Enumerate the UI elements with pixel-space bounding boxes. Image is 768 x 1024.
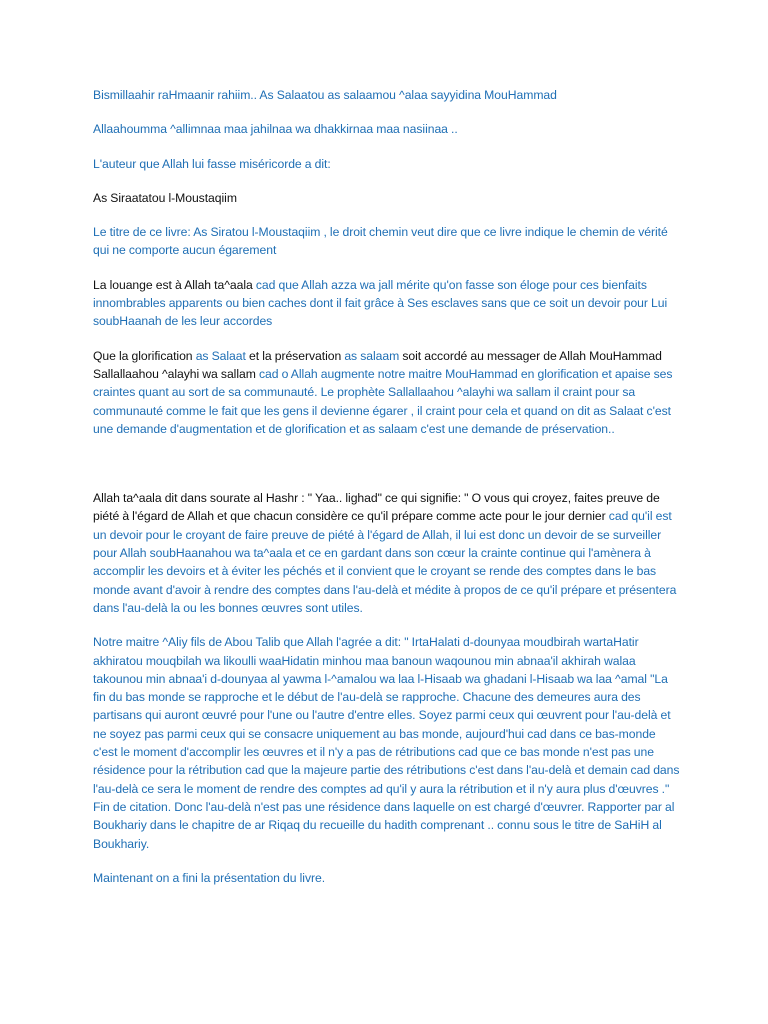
text-run: cad qu'il est un devoir pour le croyant de faire preuve de piété à l'égard de Allah, il lui est donc un devoir de se surveiller pour Allah soubHaanahou wa ta^aala et ce en gardant dans son cœur la crainte continue qui l'amènera à accomplir les devoirs et à éviter les péchés et il convient que le croyant se rende des comptes dans le bas monde avant d'avoir à rendre des comptes dans l'au-delà et médite à propos de ce qu'il prépare et présentera dans l'au-delà la ou les bonnes œuvres sont utiles. <box>93 509 677 615</box>
paragraph-spacer <box>93 454 683 489</box>
paragraph-louange <box>93 276 683 331</box>
text-run: Maintenant on a fini la présentation du livre. <box>93 870 326 885</box>
text-run: As Siraatatou l-Moustaqiim <box>93 190 237 205</box>
document-page <box>93 86 683 903</box>
text-run: et la préservation <box>245 348 345 363</box>
text-run: Que la glorification <box>93 348 196 363</box>
paragraph-aliy <box>93 633 683 853</box>
paragraph-hashr <box>93 489 683 617</box>
text-run: Bismillaahir raHmaanir rahiim.. As Salaatou as salaamou ^alaa sayyidina MouHammad <box>93 88 557 102</box>
text-run: L'auteur que Allah lui fasse miséricorde a dit: <box>93 156 331 171</box>
text-run: soit accordé au messager de Allah MouHammad Sallallaahou ^alayhi wa sallam <box>93 348 662 381</box>
paragraph-auteur <box>93 155 683 173</box>
paragraph-glorification <box>93 347 683 438</box>
text-run: as Salaat <box>195 348 246 363</box>
text-run: Allah ta^aala dit dans sourate al Hashr : " Yaa.. lighad" ce qui signifie: " O vous qui croyez, faites preuve de piété à l'égard de Allah et que chacun considère ce qu'il prépare comme acte pour le jour dernier <box>93 491 660 524</box>
text-run: La louange est à Allah ta^aala <box>93 277 256 292</box>
paragraph-allaahoumma <box>93 120 683 138</box>
text-run: Le titre de ce livre: As Siratou l-Moustaqiim , le droit chemin veut dire que ce livre indique le chemin de vérité qui ne comporte aucun égarement <box>93 225 668 258</box>
paragraph-bismillah <box>93 86 683 104</box>
paragraph-titre-livre <box>93 223 683 260</box>
paragraph-conclusion <box>93 869 683 887</box>
text-run: Allaahoumma ^allimnaa maa jahilnaa wa dhakkirnaa maa nasiinaa .. <box>93 122 458 137</box>
text-run: as salaam <box>344 348 400 363</box>
text-run: Notre maitre ^Aliy fils de Abou Talib que Allah l'agrée a dit: " IrtaHalati d-dounyaa moudbirah wartaHatir akhiratou mouqbilah wa likoulli waaHidatin minhou maa banoun waqounou min abnaa'il akhirah walaa takounou min abnaa'i d-dounyaa al yawma l-^amalou wa laa l-Hisaab wa ghadani l-Hisaab wa laa ^amal "La fin du bas monde se rapproche et le début de l'au-delà se rapproche. Chacune des demeures aura des partisans qui auront œuvré pour l'une ou l'autre d'entre elles. Soyez parmi ceux qui œuvrent pour l'au-delà et ne soyez pas parmi ceux qui se consacre uniquement au bas monde, aujourd'hui cad dans ce bas-monde c'est le moment d'accomplir les œuvres et il n'y a pas de rétributions cad que ce bas monde n'est pas une résidence pour la rétribution cad que la majeure partie des rétributions c'est dans l'au-delà et demain cad dans l'au-delà ce sera le moment de rendre des comptes ad qu'il y aura la rétribution et il n'y aura plus d'œuvres ." Fin de citation. Donc l'au-delà n'est pas une résidence dans laquelle on est chargé d'œuvrer. Rapporter par al Boukhariy dans le chapitre de ar Riqaq du recueille du hadith comprenant .. connu sous le titre de SaHiH al Boukhariy. <box>93 635 680 851</box>
text-run: cad o Allah augmente notre maitre MouHammad en glorification et apaise ses craintes quant au sort de sa communauté. Le prophète Sallallaahou ^alayhi wa sallam il craint pour sa communauté comme le fait que les gens il devienne égarer , il craint pour cela et quand on dit as Salaat c'est une demande d'augmentation et de glorification et as salaam c'est une demande de préservation.. <box>93 366 673 436</box>
paragraph-book-title <box>93 189 683 207</box>
text-run: cad que Allah azza wa jall mérite qu'on fasse son éloge pour ces bienfaits innombrables apparents ou bien caches dont il fait grâce à Ses esclaves sans que ce soit un devoir pour Lui soubHaanah de les leur accordes <box>93 277 668 329</box>
